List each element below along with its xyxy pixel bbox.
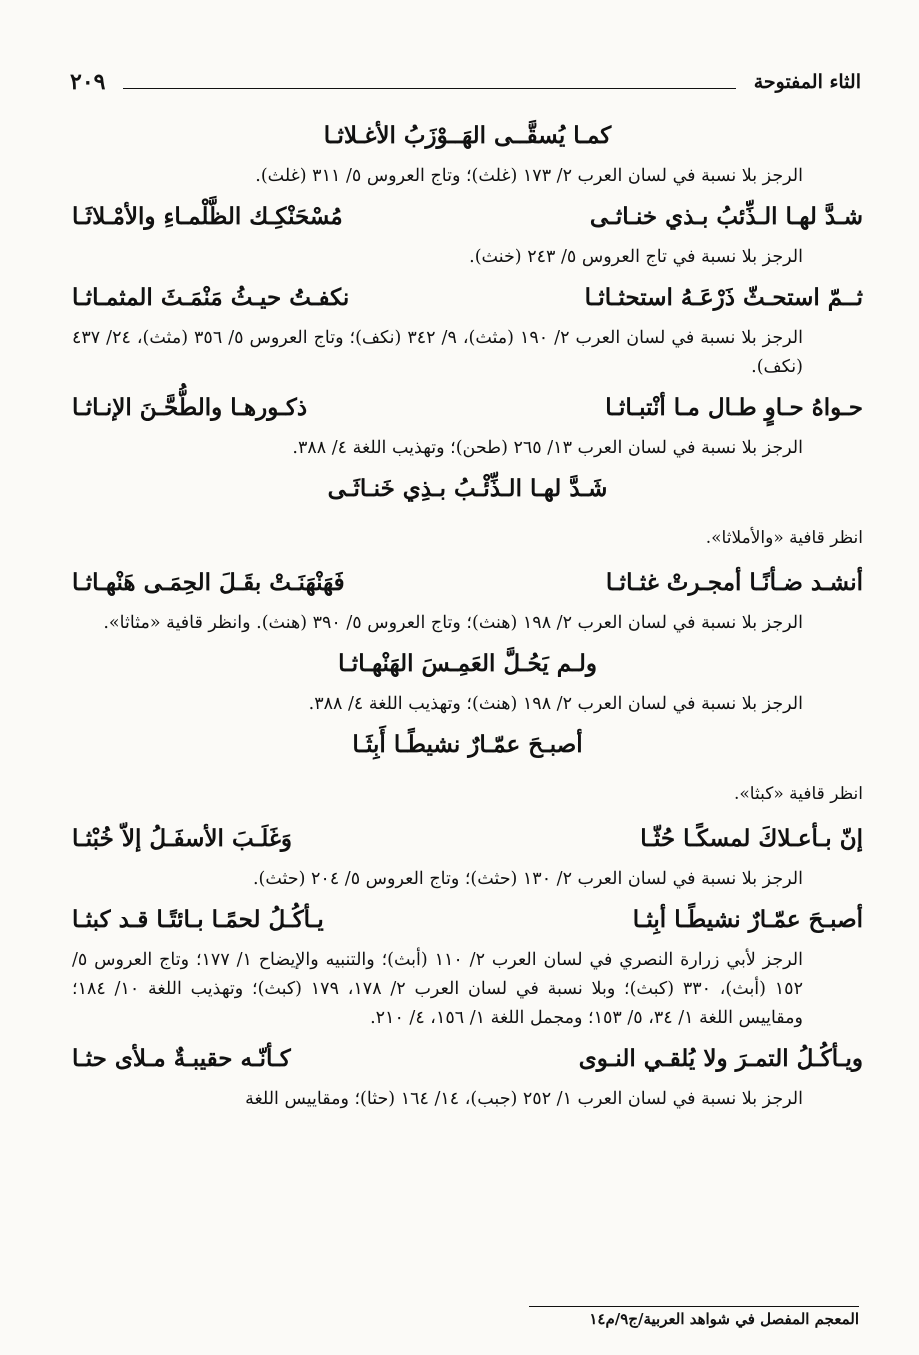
- cross-reference-note: انظر قافية «كبثا».: [733, 784, 863, 804]
- verse-second-hemistich: فَهَنْهَنَـتْ بقَـلَ الحِمَـى هَنْهـاثـا: [72, 569, 345, 597]
- verse-first-hemistich: أنشـد ضـأنًـا أمجـرتْ غثـاثـا: [605, 569, 863, 597]
- source-citation: الرجز بلا نسبة في لسان العرب ٢/ ١٣٠ (حثث)؛ وتاج العروس ٥/ ٢٠٤ (حثث).: [252, 869, 803, 889]
- verse-first-hemistich: حـواهُ حـاوٍ طـال مـا أنْتبـاثـا: [605, 394, 863, 422]
- cross-reference-note: انظر قافية «والأملاثا».: [705, 528, 863, 548]
- verse-line: [72, 1033, 863, 1085]
- page-content: [72, 110, 863, 1114]
- chapter-title: الثاء المفتوحة: [753, 71, 861, 93]
- verse-line: [72, 191, 863, 243]
- verse-first-hemistich: أصبـحَ عمّـارٌ نشيطًـا أبِثـا: [632, 906, 863, 934]
- verse-second-hemistich: يـأكُـلُ لحمًـا بـائتًـا قـد كبثـا: [72, 906, 324, 934]
- footer-note: المعجم المفصل في شواهد العربية/ج٩/م١٤: [589, 1310, 859, 1328]
- verse-second-hemistich: مُسْحَنْكِـك الظَّلْمـاءِ والأمْـلاثَـا: [72, 203, 343, 231]
- verse-line-single: شَـدَّ لهـا الـذِّئْـبُ بـذِي خَنـاثَـى: [327, 475, 608, 502]
- verse-first-hemistich: شـدَّ لهـا الـذِّئبُ بـذي خنـاثـى: [589, 203, 863, 231]
- source-citation: الرجز بلا نسبة في لسان العرب ٢/ ١٩٨ (هنث)؛ وتاج العروس ٥/ ٣٩٠ (هنث). وانظر قافية «مثاثا».: [103, 613, 803, 633]
- verse-first-hemistich: إنّ بـأعـلاكَ لمسكًـا حُثّـا: [640, 825, 863, 853]
- footer-rule: [529, 1306, 859, 1307]
- page-header: [70, 62, 861, 102]
- verse-line-single: ولـم يَحُـلَّ العَمِـسَ الهَنْهـاثـا: [338, 650, 597, 677]
- verse-second-hemistich: نكفـتُ حيـثُ مَنْمَـثَ المثمـاثـا: [72, 284, 350, 312]
- verse-second-hemistich: ذكـورهـا والطُّحَّـنَ الإنـاثـا: [72, 394, 308, 422]
- source-citation: الرجز بلا نسبة في تاج العروس ٥/ ٢٤٣ (خنث).: [469, 247, 803, 267]
- source-citation: الرجز بلا نسبة في لسان العرب ٢/ ١٩٠ (مثث)، ٩/ ٣٤٢ (نكف)؛ وتاج العروس ٥/ ٣٥٦ (مثث)، ٢٤/ ٤٣٧ (نكف).: [72, 328, 803, 377]
- page-number: ٢٠٩: [70, 69, 106, 95]
- verse-first-hemistich: ويـأكُـلُ التمـرَ ولا يُلقـي النـوى: [578, 1045, 863, 1073]
- verse-line: [72, 557, 863, 609]
- verse-line-single: أصبـحَ عمّـارٌ نشيطًـا أَبِثَـا: [352, 731, 583, 758]
- source-citation: الرجز بلا نسبة في لسان العرب ١/ ٢٥٢ (جبب)، ١٤/ ١٦٤ (حثا)؛ ومقاييس اللغة: [245, 1089, 803, 1109]
- header-rule: [123, 88, 735, 89]
- verse-second-hemistich: كـأنّـه حقيبـةٌ مـلأى حثـا: [72, 1045, 291, 1073]
- verse-line: [72, 382, 863, 434]
- source-citation: الرجز لأبي زرارة النصري في لسان العرب ٢/ ١١٠ (أبث)؛ والتنبيه والإيضاح ١/ ١٧٧؛ وتاج العروس ٥/ ١٥٢ (أبث)، ٣٣٠ (كبث)؛ وبلا نسبة في لسان العرب ٢/ ١٧٨، ١٧٩ (كبث)؛ وتهذيب اللغة ١٠/ ١٨٤؛ ومقاييس اللغة ١/ ٣٤، ٥/ ١٥٣؛ ومجمل اللغة ١/ ١٥٦، ٤/ ٢١٠.: [72, 950, 803, 1028]
- verse-line: [72, 894, 863, 946]
- verse-line-single: كمـا يُسقَّــى الهَــوْزَبُ الأغـلاثـا: [323, 122, 612, 149]
- source-citation: الرجز بلا نسبة في لسان العرب ٢/ ١٧٣ (غلث)؛ وتاج العروس ٥/ ٣١١ (غلث).: [255, 166, 803, 186]
- verse-line: [72, 272, 863, 324]
- source-citation: الرجز بلا نسبة في لسان العرب ٢/ ١٩٨ (هنث)؛ وتهذيب اللغة ٤/ ٣٨٨.: [308, 694, 803, 714]
- verse-first-hemistich: ثــمّ استحـثّ ذَرْعَـهُ استحثـاثـا: [584, 284, 863, 312]
- source-citation: الرجز بلا نسبة في لسان العرب ١٣/ ٢٦٥ (طحن)؛ وتهذيب اللغة ٤/ ٣٨٨.: [292, 438, 803, 458]
- verse-line: [72, 813, 863, 865]
- verse-second-hemistich: وَغَلَـبَ الأسفَـلُ إلاّ خُبْثـا: [72, 825, 293, 853]
